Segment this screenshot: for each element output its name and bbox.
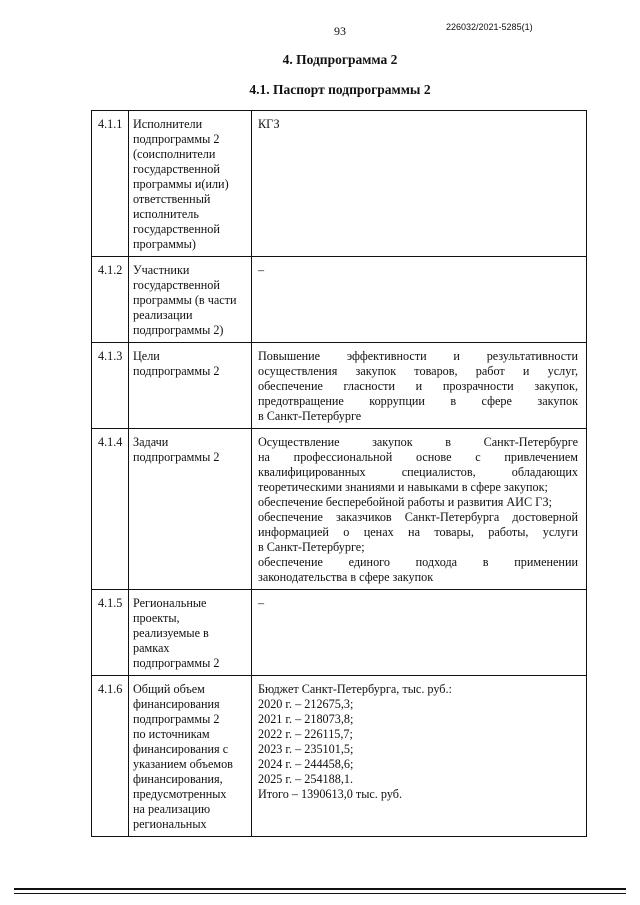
value-line: Повышение эффективности и результативности — [258, 349, 578, 363]
label-line: программы (в части — [133, 293, 237, 307]
footer-rule — [14, 893, 626, 894]
value-line: осуществления закупок товаров, работ и услуг, — [258, 364, 578, 378]
label-line: по источникам — [133, 727, 210, 741]
value-line: Осуществление закупок в Санкт-Петербурге — [258, 435, 578, 449]
value-line: 2020 г. – 212675,3; — [258, 697, 354, 711]
label-line: реализуемые в — [133, 626, 209, 640]
value-line: теоретическими знаниями и навыками в сфере закупок; — [258, 480, 548, 494]
label-line: программы) — [133, 237, 196, 251]
page-number: 93 — [334, 24, 346, 38]
value-line: 2022 г. – 226115,7; — [258, 727, 353, 741]
value-line: информацией о ценах на товары, работы, услуги — [258, 525, 578, 539]
label-line: Региональные — [133, 596, 207, 610]
row-label — [129, 590, 252, 676]
label-line: подпрограммы 2 — [133, 450, 220, 464]
value-line: обеспечение гласности и прозрачности закупок, — [258, 379, 578, 393]
value-line: законодательства в сфере закупок — [258, 570, 434, 584]
label-line: финансирования — [133, 697, 220, 711]
table-row — [92, 111, 587, 257]
value-line: в Санкт-Петербурге; — [258, 540, 365, 554]
label-line: финансирования с — [133, 742, 229, 756]
label-line: на реализацию — [133, 802, 211, 816]
label-line: Цели — [133, 349, 160, 363]
table-row — [92, 343, 587, 429]
passport-table — [91, 110, 587, 837]
row-value — [252, 257, 587, 343]
document-code: 226032/2021-5285(1) — [446, 22, 533, 32]
section-title: 4. Подпрограмма 2 — [282, 52, 398, 67]
row-number: 4.1.4 — [92, 429, 129, 590]
table-row — [92, 676, 587, 837]
label-line: ответственный — [133, 192, 211, 206]
row-label — [129, 343, 252, 429]
value-line: КГЗ — [258, 117, 280, 131]
subsection-title: 4.1. Паспорт подпрограммы 2 — [249, 82, 431, 97]
label-line: региональных — [133, 817, 207, 831]
label-line: программы и(или) — [133, 177, 229, 191]
value-line: обеспечение единого подхода в применении — [258, 555, 578, 569]
label-line: государственной — [133, 222, 220, 236]
row-label — [129, 111, 252, 257]
value-line: на профессиональной основе с привлечением — [258, 450, 578, 464]
label-line: государственной — [133, 162, 220, 176]
label-line: реализации — [133, 308, 193, 322]
row-number: 4.1.6 — [92, 676, 129, 837]
label-line: подпрограммы 2 — [133, 712, 220, 726]
value-line: в Санкт-Петербурге — [258, 409, 362, 423]
row-value — [252, 429, 587, 590]
row-number: 4.1.2 — [92, 257, 129, 343]
value-line: 2024 г. – 244458,6; — [258, 757, 354, 771]
value-line: 2023 г. – 235101,5; — [258, 742, 354, 756]
label-line: подпрограммы 2 — [133, 656, 220, 670]
row-label — [129, 429, 252, 590]
value-line: квалифицированных специалистов, обладающих — [258, 465, 578, 479]
table-row — [92, 429, 587, 590]
label-line: Задачи — [133, 435, 169, 449]
row-value — [252, 590, 587, 676]
row-number: 4.1.5 — [92, 590, 129, 676]
row-number: 4.1.1 — [92, 111, 129, 257]
value-line: Итого – 1390613,0 тыс. руб. — [258, 787, 403, 801]
value-line: обеспечение заказчиков Санкт-Петербурга достоверной — [258, 510, 578, 524]
label-line: финансирования, — [133, 772, 223, 786]
value-line: 2021 г. – 218073,8; — [258, 712, 354, 726]
value-line: Бюджет Санкт-Петербурга, тыс. руб.: — [258, 682, 452, 696]
label-line: предусмотренных — [133, 787, 227, 801]
value-line: – — [258, 596, 265, 610]
label-line: рамках — [133, 641, 170, 655]
table-row — [92, 590, 587, 676]
value-line: 2025 г. – 254188,1. — [258, 772, 354, 786]
row-label — [129, 257, 252, 343]
label-line: проекты, — [133, 611, 180, 625]
value-line: обеспечение бесперебойной работы и развития АИС ГЗ; — [258, 495, 553, 509]
label-line: Исполнители — [133, 117, 203, 131]
row-label — [129, 676, 252, 837]
row-value — [252, 343, 587, 429]
value-line: предотвращение коррупции в сфере закупок — [258, 394, 578, 408]
label-line: Участники — [133, 263, 190, 277]
label-line: Общий объем — [133, 682, 205, 696]
row-value — [252, 676, 587, 837]
footer-rule — [14, 888, 626, 890]
row-value — [252, 111, 587, 257]
value-line: – — [258, 263, 265, 277]
label-line: государственной — [133, 278, 220, 292]
table-row — [92, 257, 587, 343]
label-line: исполнитель — [133, 207, 199, 221]
label-line: указанием объемов — [133, 757, 233, 771]
label-line: (соисполнители — [133, 147, 216, 161]
label-line: подпрограммы 2) — [133, 323, 224, 337]
label-line: подпрограммы 2 — [133, 132, 220, 146]
row-number: 4.1.3 — [92, 343, 129, 429]
label-line: подпрограммы 2 — [133, 364, 220, 378]
